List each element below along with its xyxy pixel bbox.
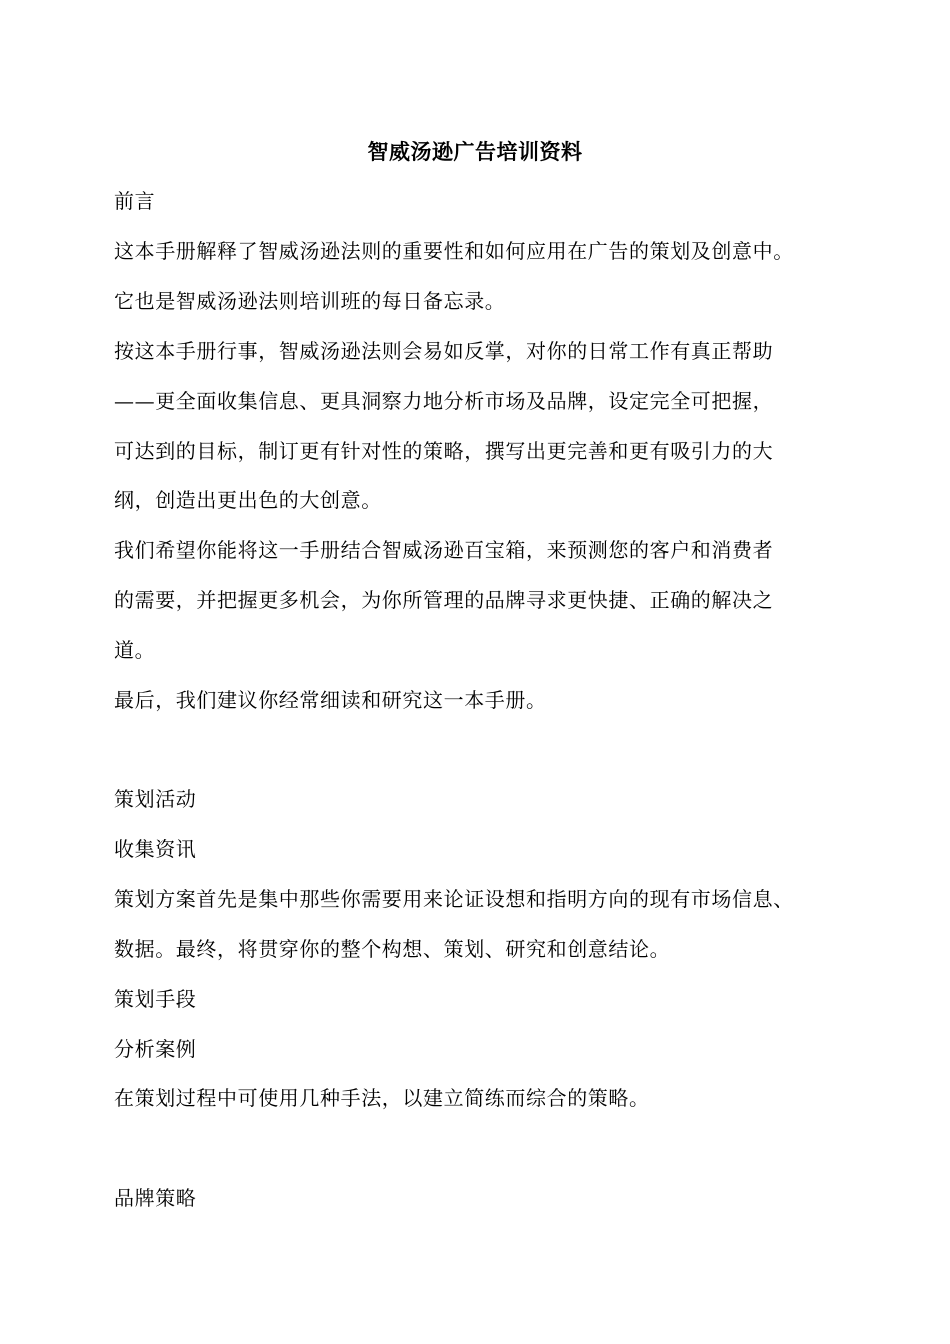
paragraph-line: 在策划过程中可使用几种手法，以建立简练而综合的策略。 (114, 1086, 650, 1110)
paragraph-line: 道。 (114, 638, 156, 662)
paragraph-line: 我们希望你能将这一手册结合智威汤逊百宝箱，来预测您的客户和消费者 (114, 538, 774, 562)
paragraph-line: ——更全面收集信息、更具洞察力地分析市场及品牌，设定完全可把握， (114, 389, 774, 413)
heading-brand-strategy: 品牌策略 (114, 1186, 197, 1210)
paragraph-line: 最后，我们建议你经常细读和研究这一本手册。 (114, 688, 547, 712)
heading-collect-info: 收集资讯 (114, 837, 197, 861)
paragraph-line: 它也是智威汤逊法则培训班的每日备忘录。 (114, 289, 506, 313)
document-title: 智威汤逊广告培训资料 (367, 139, 583, 164)
paragraph-line: 按这本手册行事，智威汤逊法则会易如反掌，对你的日常工作有真正帮助 (114, 339, 774, 363)
heading-planning-methods: 策划手段 (114, 987, 197, 1011)
paragraph-line: 数据。最终，将贯穿你的整个构想、策划、研究和创意结论。 (114, 937, 671, 961)
paragraph-line: 这本手册解释了智威汤逊法则的重要性和如何应用在广告的策划及创意中。 (114, 239, 794, 263)
paragraph-line: 可达到的目标，制订更有针对性的策略，撰写出更完善和更有吸引力的大 (114, 439, 774, 463)
paragraph-line: 策划方案首先是集中那些你需要用来论证设想和指明方向的现有市场信息、 (114, 887, 794, 911)
paragraph-line: 的需要，并把握更多机会，为你所管理的品牌寻求更快捷、正确的解决之 (114, 588, 774, 612)
heading-planning-activities: 策划活动 (114, 787, 197, 811)
heading-case-analysis: 分析案例 (114, 1037, 197, 1061)
heading-preface: 前言 (114, 189, 156, 213)
paragraph-line: 纲，创造出更出色的大创意。 (114, 488, 382, 512)
